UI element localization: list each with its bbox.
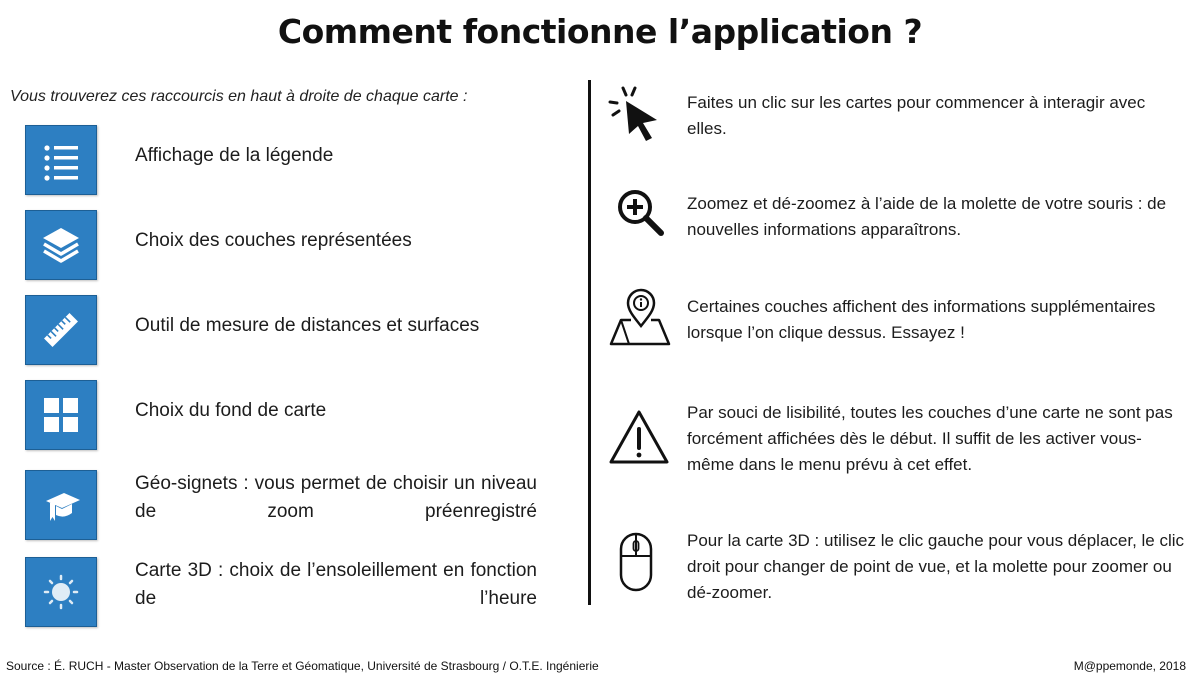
shortcut-label: Affichage de la légende [135,145,334,166]
shortcut-label: Carte 3D : choix de l’ensoleillement en fonction de l’heure [135,560,537,609]
shortcut-bookmarks [25,470,565,540]
map-info-pin-icon [605,282,673,350]
zoom-in-icon [605,180,673,248]
mouse-icon [605,530,673,598]
legend-list-icon[interactable] [25,125,97,195]
shortcut-legend [25,125,565,195]
shortcut-measure [25,295,565,365]
shortcut-basemap [25,380,565,450]
tip-text: Pour la carte 3D : utilisez le clic gauche pour vous déplacer, le clic droit pour changer de point de vue, et la molette pour zoomer ou dé-zoomer. [687,531,1185,602]
shortcut-label: Géo-signets : vous permet de choisir un niveau de zoom préenregistré [135,473,537,522]
warning-icon [605,404,673,472]
ruler-icon[interactable] [25,295,97,365]
shortcut-layers [25,210,565,280]
shortcut-label: Choix du fond de carte [135,400,327,421]
shortcut-sun [25,557,565,627]
click-cursor-icon [605,82,673,150]
tip-text: Faites un clic sur les cartes pour commencer à interagir avec elles. [687,93,1146,138]
shortcut-label: Choix des couches représentées [135,230,412,251]
tip-text: Certaines couches affichent des informations supplémentaires lorsque l’on clique dessus. Essayez ! [687,297,1156,342]
intro-text: Vous trouverez ces raccourcis en haut à droite de chaque carte : [10,88,468,105]
tip-text: Zoomez et dé-zoomez à l’aide de la molette de votre souris : de nouvelles informations apparaîtrons. [687,194,1167,239]
page-title: Comment fonctionne l’application ? [277,12,923,51]
bookmark-cap-icon[interactable] [25,470,97,540]
sun-icon[interactable] [25,557,97,627]
publisher-credit: M@ppemonde, 2018 [1073,659,1186,673]
source-credit: Source : É. RUCH - Master Observation de la Terre et Géomatique, Université de Strasbourg / O.T.E. Ingénierie [6,659,599,673]
shortcut-label: Outil de mesure de distances et surfaces [135,315,480,336]
basemap-grid-icon[interactable] [25,380,97,450]
column-divider [588,80,591,605]
layers-icon[interactable] [25,210,97,280]
tip-text: Par souci de lisibilité, toutes les couches d’une carte ne sont pas forcément affichées dès le début. Il suffit de les activer vous-même dans le menu prévu à cet effet. [687,403,1173,474]
